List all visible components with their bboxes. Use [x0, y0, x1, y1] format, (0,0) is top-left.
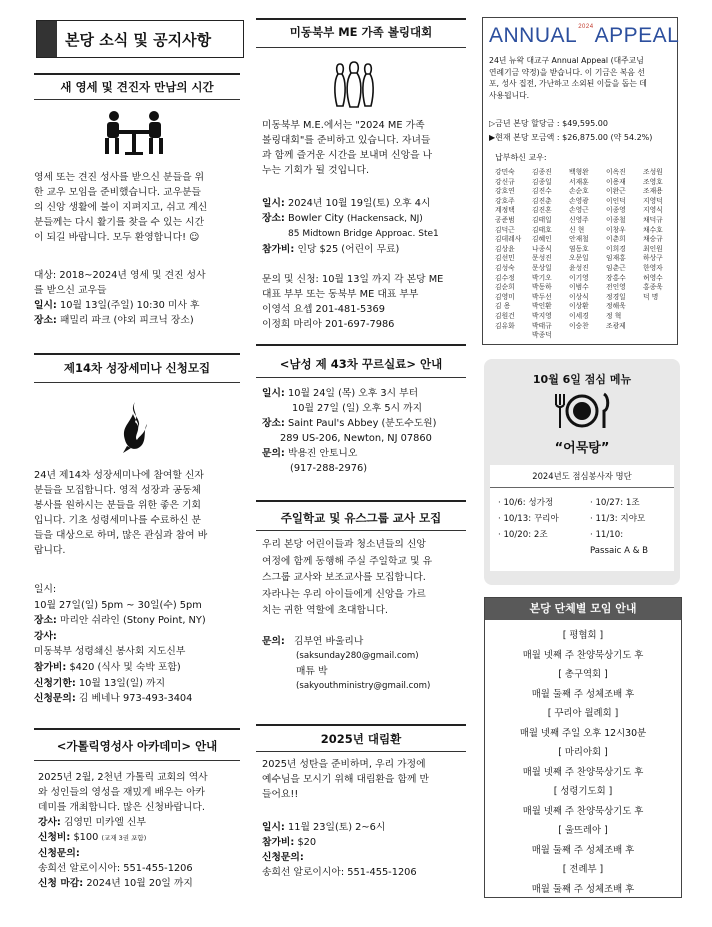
- donor-name: 김상윤: [495, 244, 515, 253]
- donor-name: 박종덕: [532, 331, 552, 340]
- appeal-goal: ▷금년 본당 할당금 : $49,595.00: [489, 119, 608, 128]
- donor-name: 조재용: [643, 187, 663, 196]
- group-schedule: 매월 넷째 주일 오후 12시30분: [519, 727, 647, 739]
- academy-title: <가톨릭영성사 아카데미> 안내: [56, 739, 218, 753]
- appeal-current: ▶현재 본당 모금액 : $26,875.00 (약 54.2%): [489, 133, 653, 142]
- donor-name: 이옥진: [606, 168, 626, 176]
- volunteers-panel: [490, 465, 674, 571]
- donor-name: 이용재: [606, 177, 626, 186]
- donor-name: 이완근: [606, 187, 626, 196]
- donor-name: 박태규: [532, 321, 552, 330]
- donor-name: 허영수: [643, 273, 663, 282]
- donors-col-3: [569, 168, 589, 331]
- donor-name: 한영자: [643, 263, 663, 272]
- donor-name: 덕 명: [643, 292, 659, 301]
- donor-name: 백형완: [569, 168, 589, 176]
- bowling-title: 미동북부 ME 가족 볼링대회: [289, 25, 433, 39]
- donor-name: 이상환: [569, 302, 589, 311]
- academy-under-rule: [34, 760, 240, 761]
- donor-name: 김선민: [495, 254, 515, 263]
- newcomers-body: 영세 또는 견진 성사를 받으신 분들을 위 한 교우 모임을 준비했습니다. 교우분들 의 신앙 생활에 불이 지펴지고, 쉬고 계신 분들께는 다시 활기를 찾을 수 있는 시간 이 되길 바랍니다. 모두 환영합니다! ☺: [34, 172, 208, 243]
- bowling-under-rule: [256, 47, 466, 48]
- donor-name: 김영미: [495, 292, 515, 301]
- group-schedule: 매월 넷째 주 찬양묵상기도 후: [522, 649, 644, 661]
- donor-name: 조광제: [606, 321, 626, 330]
- volunteers-divider: [490, 487, 674, 488]
- groups-title: 본당 단체별 모임 안내: [485, 598, 681, 620]
- academy-body: 2025년 2월, 2천년 가톨릭 교회의 역사 와 성인들의 영성을 재밌게 배우는 아카 데미를 개최합니다. 많은 신청바랍니다. 강사: 김영민 미카엘 신부 신청비: $100 (교재 3권 포함) 신청문의: 송희선 알로이시아: 551-455-1206 신청 마감: 2024년 10월 20일 까지: [38, 772, 208, 889]
- lunch-title: 10월 6일 점심 메뉴: [532, 373, 632, 386]
- donor-name: 지영덕: [643, 196, 663, 205]
- flame-icon: [119, 400, 149, 454]
- donor-name: 김종진: [532, 168, 552, 176]
- donor-name: 박동하: [532, 283, 552, 292]
- donor-name: 김유화: [495, 321, 515, 330]
- sunday-school-contact: 문의: 김부연 바울리나 (saksunday280@gmail.com) 매튜 박 (sakyouthministry@gmail.com): [262, 636, 431, 691]
- donor-name: 장홍수: [606, 273, 626, 282]
- bowling-contact: 문의 및 신청: 10월 13일 까지 각 본당 ME 대표 부부 또는 동북부 ME 대표 부부 이영석 요셉 201-481-5369 이정희 마리아 201-697-7986: [262, 274, 444, 330]
- donors-col-1: [495, 168, 521, 331]
- newcomers-under-rule: [34, 99, 240, 100]
- bowling-pins-icon: [332, 60, 376, 110]
- donor-name: 오문일: [569, 254, 589, 263]
- bowling-top-rule: [256, 18, 466, 20]
- donor-name: 김 용: [495, 302, 511, 311]
- donors-col-5: [643, 168, 663, 302]
- group-schedule: 매월 넷째 주 찬양묵상기도 후: [522, 766, 644, 778]
- donor-name: 이범수: [569, 283, 589, 292]
- donor-name: 하상구: [643, 254, 663, 263]
- academy-top-rule: [34, 728, 240, 730]
- page-header: [36, 20, 244, 58]
- group-name: [ 꾸리아 월례회 ]: [547, 708, 619, 719]
- donor-name: 최인원: [643, 244, 663, 253]
- donor-name: 박두선: [532, 292, 552, 301]
- group-schedule: 매월 둘째 주 성체조배 후: [531, 844, 635, 856]
- donor-name: 채덕규: [643, 215, 663, 224]
- newcomers-title: 새 영세 및 견진자 만남의 시간: [60, 80, 214, 94]
- donor-name: 강신규: [495, 177, 515, 186]
- donor-name: 김진춘: [532, 196, 552, 205]
- donor-name: 이세경: [569, 311, 589, 320]
- donor-name: 지영식: [643, 206, 663, 215]
- meeting-icon: [103, 108, 165, 158]
- jubilee-top-rule: [256, 724, 466, 726]
- page-title: 본당 소식 및 공지사항: [65, 31, 212, 49]
- donors-col-2: [532, 168, 552, 341]
- volunteers-left: · 10/6: 성가정 · 10/13: 꾸리아 · 10/20: 2조: [498, 498, 559, 540]
- donor-name: 강호주: [495, 196, 515, 205]
- donor-name: 박기오: [532, 273, 552, 282]
- group-name: [ 울뜨레아 ]: [558, 825, 608, 836]
- donor-name: 채승규: [643, 235, 663, 244]
- donor-name: 김혜인: [532, 235, 552, 244]
- donor-name: 공준범: [495, 215, 515, 224]
- group-schedule: 매월 둘째 주 성체조배 후: [531, 688, 635, 700]
- jubilee-title: 2025년 대림환: [320, 732, 402, 746]
- volunteers-right: · 10/27: 1조 · 11/3: 지야모 · 11/10: Passaic A & B: [590, 498, 649, 556]
- group-schedule: 매월 넷째 주 찬양묵상기도 후: [522, 805, 644, 817]
- donor-name: 강호연: [495, 187, 515, 196]
- cursillo-under-rule: [256, 377, 466, 378]
- donor-name: 나종식: [532, 244, 552, 253]
- group-name: [ 마리아회 ]: [558, 747, 608, 758]
- donor-name: 이춘희: [606, 235, 626, 244]
- donor-name: 김진혼: [532, 206, 552, 215]
- donor-name: 손영광: [569, 196, 589, 205]
- donor-name: 계정택: [495, 206, 515, 215]
- donor-name: 이승찬: [569, 321, 589, 330]
- dinner-plate-icon: [550, 391, 614, 431]
- donor-name: 김데레사: [495, 235, 522, 244]
- jubilee-under-rule: [256, 751, 466, 752]
- annual-appeal-title: $ANNUAL^{2024}APPEAL$: [489, 24, 680, 47]
- donor-name: 신 현: [569, 225, 585, 234]
- donor-name: 손영근: [569, 206, 589, 215]
- donor-name: 윤성진: [569, 263, 589, 272]
- lunch-menu: “어묵탕”: [554, 441, 610, 456]
- donor-name: 강민숙: [495, 168, 515, 176]
- donor-name: 정 혁: [606, 311, 622, 320]
- donor-name: 이희경: [606, 244, 626, 253]
- header-accent-block: [37, 21, 57, 57]
- donor-name: 정해욱: [606, 302, 626, 311]
- donor-name: 조영호: [643, 177, 663, 186]
- donor-name: 이기영: [569, 273, 589, 282]
- growth-title: 제14차 성장세미나 신청모집: [63, 361, 211, 375]
- group-name: [ 전례부 ]: [562, 864, 604, 875]
- donor-name: 정경일: [606, 292, 626, 301]
- donor-name: 손순호: [569, 187, 589, 196]
- jubilee-body: 2025년 성탄을 준비하며, 우리 가정에 예수님을 모시기 위해 대림환을 함께 만 들어요!!: [262, 759, 429, 800]
- groups-box: [484, 597, 682, 898]
- group-schedule: 매월 둘째 주 성체조배 후: [531, 883, 635, 895]
- growth-top-rule: [34, 353, 240, 355]
- sunday-school-body: 우리 본당 어린이들과 청소년들의 신앙 여정에 함께 동행해 주실 주일학교 및 유 스그룹 교사와 보조교사를 모집합니다. 자라나는 우리 아이들에게 신앙을 가르 치는 귀한 역할에 초대합니다.: [262, 539, 433, 617]
- donor-name: 박인환: [532, 302, 552, 311]
- donor-name: 문상일: [532, 263, 552, 272]
- donor-name: 이창우: [606, 225, 626, 234]
- donor-name: 홍종욱: [643, 283, 663, 292]
- donor-name: 임춘근: [606, 263, 626, 272]
- donor-name: 이종철: [606, 215, 626, 224]
- donor-name: 이상식: [569, 292, 589, 301]
- donor-name: 임재홍: [606, 254, 626, 263]
- growth-under-rule: [34, 382, 240, 383]
- cursillo-details: 일시: 10월 24일 (목) 오후 3시 부터 10월 27일 (일) 오후 5시 까지 장소: Saint Paul's Abbey (분도수도원) 289 US-206, Newton, NJ 07860 문의: 박용진 안토니오 (917-288-2976): [262, 388, 437, 474]
- donors-col-4: [606, 168, 626, 331]
- donor-name: 김종일: [532, 177, 552, 186]
- group-name: [ 총구역회 ]: [558, 669, 608, 680]
- cursillo-top-rule: [256, 344, 466, 346]
- newcomers-details: 대상: 2018~2024년 영세 및 견진 성사 를 받으신 교우들 일시: 10월 13일(주일) 10:30 미사 후 장소: 패밀리 파크 (야외 피크닉 장소): [34, 270, 206, 326]
- donor-name: 조성원: [643, 168, 663, 176]
- donor-name: 김원건: [495, 311, 515, 320]
- donor-name: 서재훈: [569, 177, 589, 186]
- donor-name: 염동호: [569, 244, 589, 253]
- lunch-box: [484, 359, 680, 585]
- growth-body: 24년 제14차 성장세미나에 참여할 신자 분들을 모집합니다. 영적 성장과 공동체 봉사를 원하시는 분들을 위한 좋은 기회 입니다. 기초 성령세미나를 수료하신 분 들을 대상으로 하며, 많은 관심과 참여 바 랍니다.: [34, 470, 208, 556]
- annual-appeal-box: [482, 17, 678, 345]
- donor-name: 김태호: [532, 225, 552, 234]
- group-name: [ 평협회 ]: [562, 630, 604, 641]
- groups-list: [485, 620, 681, 899]
- donor-name: 안재철: [569, 235, 589, 244]
- sunday-school-top-rule: [256, 500, 466, 502]
- donor-name: 김성숙: [495, 263, 515, 272]
- donor-name: 김태일: [532, 215, 552, 224]
- donor-name: 박지영: [532, 311, 552, 320]
- donor-name: 김순희: [495, 283, 515, 292]
- donor-name: 신영주: [569, 215, 589, 224]
- sunday-school-title: 주일학교 및 유스그룹 교사 모집: [280, 511, 442, 525]
- sunday-school-under-rule: [256, 530, 466, 531]
- group-name: [ 성령기도회 ]: [553, 786, 613, 797]
- donor-name: 전인영: [606, 283, 626, 292]
- newcomers-top-rule: [34, 73, 240, 75]
- bowling-details: 일시: 2024년 10월 19일(토) 오후 4시 장소: Bowler City (Hackensack, NJ) 85 Midtown Bridge Approac. Ste1 참가비: 인당 $25 (어린이 무료): [262, 198, 439, 255]
- donor-name: 김덕근: [495, 225, 515, 234]
- bowling-body: 미동북부 M.E.에서는 "2024 ME 가족 볼링대회"를 준비하고 있습니다. 자녀들 과 함께 즐거운 시간을 보내며 신앙을 나 누는 기회가 될 것입니다.: [262, 120, 433, 176]
- volunteers-title: 2024년도 점심봉사자 명단: [532, 471, 632, 481]
- growth-details: 일시: 10월 27일(일) 5pm ~ 30일(수) 5pm 장소: 마리안 쉬라인 (Stony Point, NY) 강사: 미동북부 성령쇄신 봉사회 지도신부 참가비: $420 (식사 및 숙박 포함) 신청기한: 10월 13일(일) 까지 신청문의: 김 베네나 973-493-3404: [34, 584, 206, 705]
- donors-label: 납부하신 교우:: [495, 153, 547, 162]
- donor-name: 문성진: [532, 254, 552, 263]
- donor-name: 이인덕: [606, 196, 626, 205]
- jubilee-details: 일시: 11월 23일(토) 2~6시 참가비: $20 신청문의: 송희선 알로이시아: 551-455-1206: [262, 822, 417, 878]
- annual-appeal-body: 24년 뉴왁 대교구 Annual Appeal (대주교님 연례기금 약정)을 받습니다. 이 기금은 복음 선 포, 성사 집전, 가난하고 소외된 이들을 돕는 데 사용됩니다.: [489, 56, 647, 100]
- donor-name: 이종영: [606, 206, 626, 215]
- donor-name: 채수호: [643, 225, 663, 234]
- donor-name: 김진수: [532, 187, 552, 196]
- cursillo-title: <남성 제 43차 꾸르실료> 안내: [279, 357, 443, 371]
- donor-name: 김수정: [495, 273, 515, 282]
